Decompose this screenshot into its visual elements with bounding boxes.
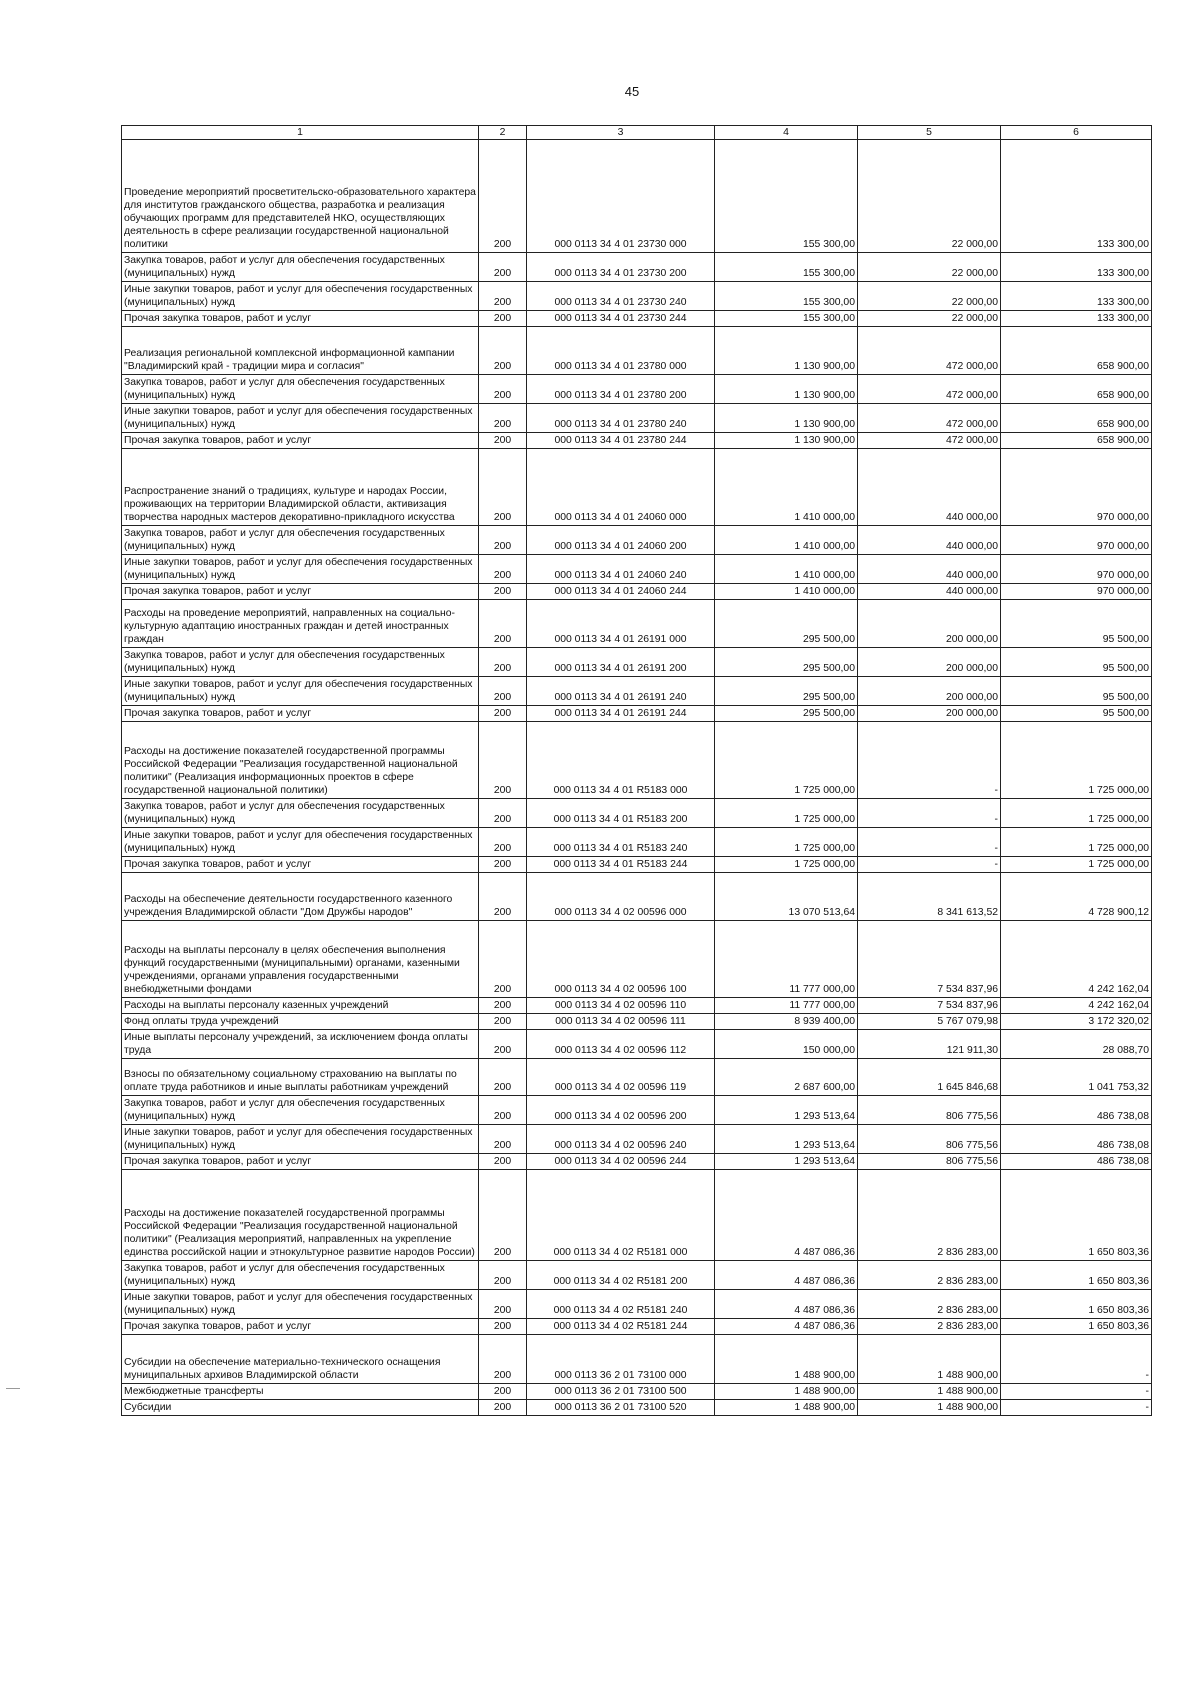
table-row xyxy=(122,584,1152,600)
row-value-4: 1 130 900,00 xyxy=(715,327,858,375)
row-value-4: 155 300,00 xyxy=(715,311,858,327)
row-value-6: 1 650 803,36 xyxy=(1001,1319,1152,1335)
row-kbk: 000 0113 34 4 01 26191 244 xyxy=(527,706,715,722)
row-code: 200 xyxy=(479,706,527,722)
row-name: Расходы на обеспечение деятельности государственного казенного учреждения Владимирской области "Дом Дружбы народов" xyxy=(122,873,479,921)
row-value-5: 1 488 900,00 xyxy=(858,1400,1001,1416)
row-name: Прочая закупка товаров, работ и услуг xyxy=(122,584,479,600)
row-value-6: 486 738,08 xyxy=(1001,1125,1152,1154)
row-name: Иные выплаты персоналу учреждений, за исключением фонда оплаты труда xyxy=(122,1030,479,1059)
row-value-4: 155 300,00 xyxy=(715,253,858,282)
row-name: Иные закупки товаров, работ и услуг для обеспечения государственных (муниципальных) нужд xyxy=(122,828,479,857)
row-value-5: 5 767 079,98 xyxy=(858,1014,1001,1030)
row-value-5: 121 911,30 xyxy=(858,1030,1001,1059)
row-name: Иные закупки товаров, работ и услуг для обеспечения государственных (муниципальных) нужд xyxy=(122,282,479,311)
row-value-6: 1 725 000,00 xyxy=(1001,828,1152,857)
row-kbk: 000 0113 34 4 01 23780 240 xyxy=(527,404,715,433)
row-kbk: 000 0113 34 4 01 24060 200 xyxy=(527,526,715,555)
row-name: Взносы по обязательному социальному страхованию на выплаты по оплате труда работников и иные выплаты работникам учреждений xyxy=(122,1059,479,1096)
row-value-5: 440 000,00 xyxy=(858,526,1001,555)
row-value-4: 1 488 900,00 xyxy=(715,1335,858,1384)
row-name: Межбюджетные трансферты xyxy=(122,1384,479,1400)
row-value-6: 133 300,00 xyxy=(1001,311,1152,327)
row-code: 200 xyxy=(479,600,527,648)
row-value-5: 806 775,56 xyxy=(858,1154,1001,1170)
row-value-6: - xyxy=(1001,1384,1152,1400)
row-name: Закупка товаров, работ и услуг для обеспечения государственных (муниципальных) нужд xyxy=(122,253,479,282)
table-row xyxy=(122,722,1152,799)
row-value-5: 22 000,00 xyxy=(858,253,1001,282)
row-value-6: 486 738,08 xyxy=(1001,1096,1152,1125)
row-code: 200 xyxy=(479,1261,527,1290)
row-value-5: 200 000,00 xyxy=(858,648,1001,677)
row-value-6: 970 000,00 xyxy=(1001,555,1152,584)
row-value-4: 155 300,00 xyxy=(715,140,858,253)
row-kbk: 000 0113 34 4 02 00596 000 xyxy=(527,873,715,921)
row-name: Закупка товаров, работ и услуг для обеспечения государственных (муниципальных) нужд xyxy=(122,526,479,555)
table-row xyxy=(122,1125,1152,1154)
header-col-4: 4 xyxy=(715,126,858,140)
row-name: Фонд оплаты труда учреждений xyxy=(122,1014,479,1030)
row-kbk: 000 0113 34 4 02 R5181 200 xyxy=(527,1261,715,1290)
row-value-5: 472 000,00 xyxy=(858,404,1001,433)
row-value-5: 7 534 837,96 xyxy=(858,921,1001,998)
row-value-4: 2 687 600,00 xyxy=(715,1059,858,1096)
row-code: 200 xyxy=(479,327,527,375)
row-name: Субсидии xyxy=(122,1400,479,1416)
row-value-5: 440 000,00 xyxy=(858,555,1001,584)
table-row xyxy=(122,648,1152,677)
row-value-5: 472 000,00 xyxy=(858,375,1001,404)
row-value-4: 1 410 000,00 xyxy=(715,526,858,555)
row-value-5: 2 836 283,00 xyxy=(858,1261,1001,1290)
row-value-6: - xyxy=(1001,1400,1152,1416)
row-value-6: 1 650 803,36 xyxy=(1001,1170,1152,1261)
row-value-5: 8 341 613,52 xyxy=(858,873,1001,921)
row-code: 200 xyxy=(479,1059,527,1096)
row-value-5: 2 836 283,00 xyxy=(858,1290,1001,1319)
row-value-5: 22 000,00 xyxy=(858,282,1001,311)
header-col-5: 5 xyxy=(858,126,1001,140)
table-row xyxy=(122,828,1152,857)
row-value-6: 133 300,00 xyxy=(1001,282,1152,311)
row-name: Закупка товаров, работ и услуг для обеспечения государственных (муниципальных) нужд xyxy=(122,648,479,677)
row-code: 200 xyxy=(479,1096,527,1125)
row-value-4: 1 725 000,00 xyxy=(715,799,858,828)
table-row xyxy=(122,253,1152,282)
table-row xyxy=(122,282,1152,311)
row-kbk: 000 0113 34 4 01 23730 244 xyxy=(527,311,715,327)
row-value-4: 8 939 400,00 xyxy=(715,1014,858,1030)
row-code: 200 xyxy=(479,648,527,677)
row-value-4: 1 293 513,64 xyxy=(715,1125,858,1154)
row-kbk: 000 0113 34 4 02 00596 240 xyxy=(527,1125,715,1154)
row-value-6: 658 900,00 xyxy=(1001,327,1152,375)
row-name: Иные закупки товаров, работ и услуг для обеспечения государственных (муниципальных) нужд xyxy=(122,404,479,433)
row-value-6: 486 738,08 xyxy=(1001,1154,1152,1170)
row-kbk: 000 0113 34 4 01 R5183 200 xyxy=(527,799,715,828)
row-kbk: 000 0113 34 4 01 R5183 244 xyxy=(527,857,715,873)
row-name: Прочая закупка товаров, работ и услуг xyxy=(122,311,479,327)
row-value-6: 95 500,00 xyxy=(1001,648,1152,677)
table-row xyxy=(122,1096,1152,1125)
table-row xyxy=(122,311,1152,327)
row-value-4: 1 293 513,64 xyxy=(715,1154,858,1170)
row-value-4: 11 777 000,00 xyxy=(715,998,858,1014)
row-code: 200 xyxy=(479,253,527,282)
row-value-5: 200 000,00 xyxy=(858,600,1001,648)
row-code: 200 xyxy=(479,873,527,921)
row-name: Проведение мероприятий просветительско-образовательного характера для институтов гражданского общества, разработка и реализация обучающих программ для представителей НКО, осуществляющих деятельность в сфере реализации государственной национальной политики xyxy=(122,140,479,253)
row-kbk: 000 0113 34 4 02 R5181 244 xyxy=(527,1319,715,1335)
row-value-6: 133 300,00 xyxy=(1001,253,1152,282)
row-name: Распространение знаний о традициях, культуре и народах России, проживающих на территории Владимирской области, активизация творчества народных мастеров декоративно-прикладного искусства xyxy=(122,449,479,526)
row-value-6: 4 728 900,12 xyxy=(1001,873,1152,921)
row-value-4: 1 410 000,00 xyxy=(715,555,858,584)
row-value-5: 1 488 900,00 xyxy=(858,1384,1001,1400)
row-kbk: 000 0113 34 4 02 00596 244 xyxy=(527,1154,715,1170)
row-value-4: 4 487 086,36 xyxy=(715,1261,858,1290)
row-code: 200 xyxy=(479,449,527,526)
row-value-6: 1 041 753,32 xyxy=(1001,1059,1152,1096)
row-value-4: 295 500,00 xyxy=(715,600,858,648)
row-kbk: 000 0113 34 4 01 23730 000 xyxy=(527,140,715,253)
row-code: 200 xyxy=(479,404,527,433)
row-code: 200 xyxy=(479,584,527,600)
row-name: Расходы на проведение мероприятий, направленных на социально-культурную адаптацию иностранных граждан и детей иностранных граждан xyxy=(122,600,479,648)
row-value-4: 13 070 513,64 xyxy=(715,873,858,921)
row-value-4: 1 488 900,00 xyxy=(715,1384,858,1400)
row-code: 200 xyxy=(479,921,527,998)
table-row xyxy=(122,449,1152,526)
row-value-5: 1 488 900,00 xyxy=(858,1335,1001,1384)
row-value-6: 1 725 000,00 xyxy=(1001,722,1152,799)
row-value-6: 133 300,00 xyxy=(1001,140,1152,253)
row-value-6: 3 172 320,02 xyxy=(1001,1014,1152,1030)
row-kbk: 000 0113 34 4 01 26191 240 xyxy=(527,677,715,706)
row-kbk: 000 0113 34 4 02 R5181 000 xyxy=(527,1170,715,1261)
row-code: 200 xyxy=(479,1384,527,1400)
row-value-5: 2 836 283,00 xyxy=(858,1170,1001,1261)
row-value-4: 1 725 000,00 xyxy=(715,722,858,799)
row-name: Иные закупки товаров, работ и услуг для обеспечения государственных (муниципальных) нужд xyxy=(122,555,479,584)
row-value-6: 28 088,70 xyxy=(1001,1030,1152,1059)
table-row xyxy=(122,327,1152,375)
row-value-5: 22 000,00 xyxy=(858,311,1001,327)
table-row xyxy=(122,799,1152,828)
table-row xyxy=(122,873,1152,921)
row-name: Иные закупки товаров, работ и услуг для обеспечения государственных (муниципальных) нужд xyxy=(122,1125,479,1154)
row-value-5: 472 000,00 xyxy=(858,433,1001,449)
row-value-4: 1 130 900,00 xyxy=(715,375,858,404)
row-value-5: - xyxy=(858,799,1001,828)
row-value-6: 4 242 162,04 xyxy=(1001,921,1152,998)
row-value-4: 295 500,00 xyxy=(715,648,858,677)
row-code: 200 xyxy=(479,1014,527,1030)
table-row xyxy=(122,555,1152,584)
row-value-4: 1 130 900,00 xyxy=(715,404,858,433)
table-row xyxy=(122,1400,1152,1416)
row-value-6: 95 500,00 xyxy=(1001,677,1152,706)
row-value-4: 4 487 086,36 xyxy=(715,1290,858,1319)
header-col-1: 1 xyxy=(122,126,479,140)
row-name: Прочая закупка товаров, работ и услуг xyxy=(122,706,479,722)
row-kbk: 000 0113 34 4 01 24060 240 xyxy=(527,555,715,584)
row-name: Расходы на достижение показателей государственной программы Российской Федерации "Реализация государственной национальной политики" (Реализация мероприятий, направленных на укрепление единства российской нации и этнокультурное развитие народов России) xyxy=(122,1170,479,1261)
row-code: 200 xyxy=(479,722,527,799)
row-code: 200 xyxy=(479,1319,527,1335)
row-kbk: 000 0113 34 4 01 R5183 000 xyxy=(527,722,715,799)
row-value-6: - xyxy=(1001,1335,1152,1384)
row-kbk: 000 0113 34 4 02 00596 110 xyxy=(527,998,715,1014)
row-kbk: 000 0113 34 4 02 00596 119 xyxy=(527,1059,715,1096)
page-number: 45 xyxy=(624,84,640,99)
row-value-4: 295 500,00 xyxy=(715,677,858,706)
table-row xyxy=(122,1030,1152,1059)
table-row xyxy=(122,1335,1152,1384)
row-code: 200 xyxy=(479,1125,527,1154)
row-name: Прочая закупка товаров, работ и услуг xyxy=(122,1319,479,1335)
table-row xyxy=(122,857,1152,873)
header-col-2: 2 xyxy=(479,126,527,140)
header-col-3: 3 xyxy=(527,126,715,140)
table-row xyxy=(122,998,1152,1014)
row-kbk: 000 0113 34 4 01 23730 240 xyxy=(527,282,715,311)
row-kbk: 000 0113 34 4 01 23780 000 xyxy=(527,327,715,375)
table-row xyxy=(122,1290,1152,1319)
header-col-6: 6 xyxy=(1001,126,1152,140)
row-value-4: 1 130 900,00 xyxy=(715,433,858,449)
row-name: Прочая закупка товаров, работ и услуг xyxy=(122,1154,479,1170)
row-code: 200 xyxy=(479,1154,527,1170)
row-value-5: 806 775,56 xyxy=(858,1096,1001,1125)
row-name: Расходы на выплаты персоналу казенных учреждений xyxy=(122,998,479,1014)
row-code: 200 xyxy=(479,828,527,857)
row-kbk: 000 0113 34 4 02 00596 200 xyxy=(527,1096,715,1125)
row-kbk: 000 0113 34 4 01 24060 244 xyxy=(527,584,715,600)
row-value-5: 2 836 283,00 xyxy=(858,1319,1001,1335)
table-row xyxy=(122,375,1152,404)
row-code: 200 xyxy=(479,799,527,828)
row-code: 200 xyxy=(479,857,527,873)
row-name: Реализация региональной комплексной информационной кампании "Владимирский край - традиции мира и согласия" xyxy=(122,327,479,375)
row-value-6: 970 000,00 xyxy=(1001,526,1152,555)
table-row xyxy=(122,1014,1152,1030)
row-value-6: 1 650 803,36 xyxy=(1001,1261,1152,1290)
row-code: 200 xyxy=(479,1290,527,1319)
table-row xyxy=(122,433,1152,449)
row-value-6: 1 725 000,00 xyxy=(1001,799,1152,828)
row-name: Закупка товаров, работ и услуг для обеспечения государственных (муниципальных) нужд xyxy=(122,375,479,404)
row-code: 200 xyxy=(479,1170,527,1261)
row-value-4: 1 488 900,00 xyxy=(715,1400,858,1416)
budget-table xyxy=(121,125,1152,1416)
row-name: Иные закупки товаров, работ и услуг для обеспечения государственных (муниципальных) нужд xyxy=(122,677,479,706)
row-value-5: 472 000,00 xyxy=(858,327,1001,375)
row-value-4: 11 777 000,00 xyxy=(715,921,858,998)
row-kbk: 000 0113 34 4 02 00596 111 xyxy=(527,1014,715,1030)
row-value-6: 658 900,00 xyxy=(1001,375,1152,404)
table-row xyxy=(122,1319,1152,1335)
row-kbk: 000 0113 34 4 01 26191 200 xyxy=(527,648,715,677)
row-kbk: 000 0113 34 4 02 00596 100 xyxy=(527,921,715,998)
row-code: 200 xyxy=(479,282,527,311)
row-value-4: 4 487 086,36 xyxy=(715,1170,858,1261)
row-value-5: - xyxy=(858,857,1001,873)
row-name: Прочая закупка товаров, работ и услуг xyxy=(122,857,479,873)
row-value-6: 970 000,00 xyxy=(1001,584,1152,600)
row-kbk: 000 0113 34 4 01 23730 200 xyxy=(527,253,715,282)
row-value-6: 1 725 000,00 xyxy=(1001,857,1152,873)
row-value-6: 970 000,00 xyxy=(1001,449,1152,526)
table-row xyxy=(122,921,1152,998)
row-kbk: 000 0113 36 2 01 73100 520 xyxy=(527,1400,715,1416)
row-kbk: 000 0113 36 2 01 73100 000 xyxy=(527,1335,715,1384)
row-value-4: 1 410 000,00 xyxy=(715,584,858,600)
row-code: 200 xyxy=(479,1335,527,1384)
row-value-5: - xyxy=(858,722,1001,799)
row-code: 200 xyxy=(479,998,527,1014)
row-name: Расходы на выплаты персоналу в целях обеспечения выполнения функций государственными (муниципальными) органами, казенными учреждениями, органами управления государственными внебюджетными фондами xyxy=(122,921,479,998)
row-value-4: 1 725 000,00 xyxy=(715,828,858,857)
row-code: 200 xyxy=(479,433,527,449)
row-value-6: 95 500,00 xyxy=(1001,706,1152,722)
row-code: 200 xyxy=(479,375,527,404)
row-value-5: 200 000,00 xyxy=(858,706,1001,722)
row-value-5: - xyxy=(858,828,1001,857)
row-kbk: 000 0113 34 4 01 24060 000 xyxy=(527,449,715,526)
table-row xyxy=(122,1170,1152,1261)
row-value-5: 440 000,00 xyxy=(858,584,1001,600)
row-value-4: 1 725 000,00 xyxy=(715,857,858,873)
table-row xyxy=(122,404,1152,433)
row-value-4: 150 000,00 xyxy=(715,1030,858,1059)
row-value-4: 1 293 513,64 xyxy=(715,1096,858,1125)
row-value-5: 22 000,00 xyxy=(858,140,1001,253)
row-code: 200 xyxy=(479,311,527,327)
row-code: 200 xyxy=(479,1400,527,1416)
row-name: Расходы на достижение показателей государственной программы Российской Федерации "Реализация государственной национальной политики" (Реализация информационных проектов в сфере государственной национальной политики) xyxy=(122,722,479,799)
row-name: Прочая закупка товаров, работ и услуг xyxy=(122,433,479,449)
table-row xyxy=(122,1059,1152,1096)
row-kbk: 000 0113 34 4 01 R5183 240 xyxy=(527,828,715,857)
row-value-5: 1 645 846,68 xyxy=(858,1059,1001,1096)
row-value-5: 7 534 837,96 xyxy=(858,998,1001,1014)
row-kbk: 000 0113 34 4 01 26191 000 xyxy=(527,600,715,648)
row-code: 200 xyxy=(479,677,527,706)
row-value-5: 440 000,00 xyxy=(858,449,1001,526)
row-value-6: 658 900,00 xyxy=(1001,404,1152,433)
table-row xyxy=(122,706,1152,722)
table-row xyxy=(122,1261,1152,1290)
row-value-4: 295 500,00 xyxy=(715,706,858,722)
row-kbk: 000 0113 36 2 01 73100 500 xyxy=(527,1384,715,1400)
row-code: 200 xyxy=(479,526,527,555)
table-row xyxy=(122,140,1152,253)
table-row xyxy=(122,1154,1152,1170)
row-value-4: 4 487 086,36 xyxy=(715,1319,858,1335)
row-code: 200 xyxy=(479,140,527,253)
scan-artifact xyxy=(6,1388,20,1389)
table-row xyxy=(122,1384,1152,1400)
row-value-6: 658 900,00 xyxy=(1001,433,1152,449)
row-value-5: 806 775,56 xyxy=(858,1125,1001,1154)
row-kbk: 000 0113 34 4 02 R5181 240 xyxy=(527,1290,715,1319)
row-name: Субсидии на обеспечение материально-технического оснащения муниципальных архивов Владимирской области xyxy=(122,1335,479,1384)
header-row xyxy=(122,126,1152,140)
table-row xyxy=(122,600,1152,648)
row-value-4: 1 410 000,00 xyxy=(715,449,858,526)
row-value-5: 200 000,00 xyxy=(858,677,1001,706)
row-name: Закупка товаров, работ и услуг для обеспечения государственных (муниципальных) нужд xyxy=(122,1261,479,1290)
row-kbk: 000 0113 34 4 02 00596 112 xyxy=(527,1030,715,1059)
row-name: Иные закупки товаров, работ и услуг для обеспечения государственных (муниципальных) нужд xyxy=(122,1290,479,1319)
row-value-4: 155 300,00 xyxy=(715,282,858,311)
row-kbk: 000 0113 34 4 01 23780 200 xyxy=(527,375,715,404)
row-code: 200 xyxy=(479,1030,527,1059)
row-code: 200 xyxy=(479,555,527,584)
row-name: Закупка товаров, работ и услуг для обеспечения государственных (муниципальных) нужд xyxy=(122,1096,479,1125)
table-row xyxy=(122,677,1152,706)
row-value-6: 95 500,00 xyxy=(1001,600,1152,648)
row-value-6: 4 242 162,04 xyxy=(1001,998,1152,1014)
row-value-6: 1 650 803,36 xyxy=(1001,1290,1152,1319)
row-kbk: 000 0113 34 4 01 23780 244 xyxy=(527,433,715,449)
row-name: Закупка товаров, работ и услуг для обеспечения государственных (муниципальных) нужд xyxy=(122,799,479,828)
table-row xyxy=(122,526,1152,555)
